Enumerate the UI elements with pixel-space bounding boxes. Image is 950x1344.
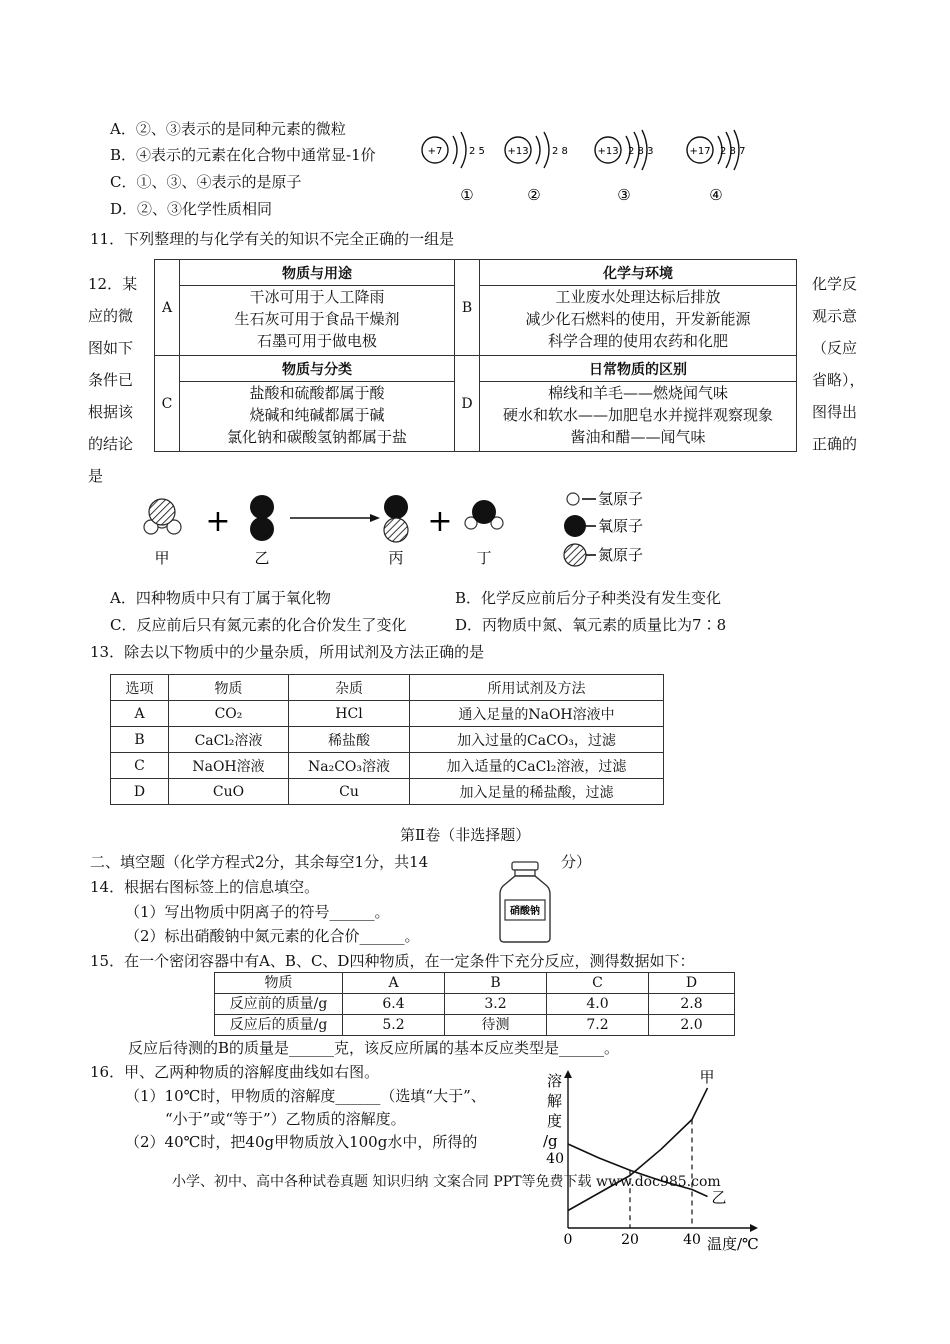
q11-cell-c: 物质与分类 盐酸和硫酸都属于酸 烧碱和纯碱都属于碱 氯化钠和碳酸氢钠都属于盐 xyxy=(180,356,455,452)
svg-text:甲: 甲 xyxy=(154,549,170,567)
hydrogen-atom-icon xyxy=(567,493,579,505)
table-row: C NaOH溶液 Na₂CO₃溶液 加入适量的CaCl₂溶液，过滤 xyxy=(111,753,664,779)
series-line-jia xyxy=(568,1088,708,1211)
solubility-chart xyxy=(535,1068,775,1253)
atom-legend xyxy=(564,490,643,566)
reagent-bottle-image xyxy=(495,860,555,944)
svg-text:氢原子: 氢原子 xyxy=(598,490,644,508)
q16-sub1a: （1）10℃时，甲物质的溶解度______（选填“大于”、 xyxy=(125,1087,486,1105)
q16-sub2: （2）40℃时，把40g甲物质放入100g水中，所得的 xyxy=(125,1133,478,1151)
x-tick-label: 40 xyxy=(683,1232,701,1248)
q11-letter-c: C xyxy=(155,356,180,452)
svg-text:+7: +7 xyxy=(427,146,443,157)
svg-text:氧原子: 氧原子 xyxy=(598,517,644,535)
table-row: 反应后的质量/g 5.2 待测 7.2 2.0 xyxy=(215,1015,735,1036)
q12-option-c: C．反应前后只有氮元素的化合价发生了变化 xyxy=(110,616,407,634)
section-title: 第Ⅱ卷（非选择题） xyxy=(400,826,531,844)
svg-text:乙: 乙 xyxy=(254,549,270,567)
svg-text:+13: +13 xyxy=(507,146,529,157)
atom-1 xyxy=(422,132,485,204)
q11-cell-d: 日常物质的区别 棉线和羊毛——燃烧闻气味 硬水和软水——加肥皂水并搅拌观察现象 酱油和醋——闻气味 xyxy=(480,356,797,452)
q16-stem: 16．甲、乙两种物质的溶解度曲线如右图。 xyxy=(90,1063,380,1081)
svg-text:溶: 溶 xyxy=(547,1072,563,1090)
q16-sub1b: “小于”或“等于”）乙物质的溶解度。 xyxy=(165,1110,406,1128)
q13-header-option: 选项 xyxy=(111,675,169,701)
molecule-ding xyxy=(465,500,503,567)
q11-letter-d: D xyxy=(455,356,480,452)
y-axis-label xyxy=(543,1072,562,1150)
svg-text:解: 解 xyxy=(547,1092,563,1110)
q11-cell-b: 化学与环境 工业废水处理达标后排放 减少化石燃料的使用，开发新能源 科学合理的使用农药和化肥 xyxy=(480,260,797,356)
svg-text:度: 度 xyxy=(547,1112,563,1130)
oxygen-atom-icon xyxy=(564,515,586,537)
q15-table: 物质 A B C D 反应前的质量/g 6.4 3.2 4.0 2.8 反应后的质量/g 5.2 待测 7.2 2.0 xyxy=(214,972,735,1036)
svg-text:2 5: 2 5 xyxy=(469,146,485,157)
q11-cell-a: 物质与用途 干冰可用于人工降雨 生石灰可用于食品干燥剂 石墨可用于做电极 xyxy=(180,260,455,356)
q12-option-b: B．化学反应前后分子种类没有发生变化 xyxy=(455,589,722,607)
q12-option-a: A．四种物质中只有丁属于氧化物 xyxy=(110,589,331,607)
table-row: 反应前的质量/g 6.4 3.2 4.0 2.8 xyxy=(215,994,735,1015)
svg-text:④: ④ xyxy=(709,186,723,204)
svg-text:+: + xyxy=(205,504,231,539)
q13-stem: 13．除去以下物质中的少量杂质，所用试剂及方法正确的是 xyxy=(90,643,485,661)
svg-text:/g: /g xyxy=(543,1132,558,1150)
x-tick-label: 0 xyxy=(563,1232,573,1248)
svg-text:2 8: 2 8 xyxy=(552,146,568,157)
svg-text:+: + xyxy=(427,504,453,539)
atom-structure-diagrams xyxy=(415,118,765,208)
q13-header-method: 所用试剂及方法 xyxy=(410,675,664,701)
section-heading-end: 分） xyxy=(561,853,592,871)
q11-letter-b: B xyxy=(455,260,480,356)
q14-sub2: （2）标出硝酸钠中氮元素的化合价______。 xyxy=(125,927,420,945)
q13-header-substance: 物质 xyxy=(169,675,289,701)
footer-ad-text: 小学、初中、高中各种试卷真题 知识归纳 文案合同 PPT等免费下载 www.doc985.com xyxy=(172,1174,721,1190)
table-row: B CaCl₂溶液 稀盐酸 加入过量的CaCO₃，过滤 xyxy=(111,727,664,753)
svg-text:丁: 丁 xyxy=(476,549,492,567)
svg-text:氮原子: 氮原子 xyxy=(598,546,644,564)
q11-knowledge-table xyxy=(154,259,797,452)
q14-stem: 14．根据右图标签上的信息填空。 xyxy=(90,878,320,896)
svg-text:+13: +13 xyxy=(597,146,619,157)
svg-text:③: ③ xyxy=(617,186,631,204)
table-row: A CO₂ HCl 通入足量的NaOH溶液中 xyxy=(111,701,664,727)
x-tick-label: 20 xyxy=(621,1232,639,1248)
q15-stem: 15．在一个密闭容器中有A、B、C、D四种物质，在一定条件下充分反应，测得数据如下： xyxy=(90,952,695,970)
q12-left-text: 12．某 应的微 图如下 条件已 根据该 的结论 是 xyxy=(88,275,138,485)
svg-text:2 8 3: 2 8 3 xyxy=(628,146,654,157)
q11-letter-a: A xyxy=(155,260,180,356)
section-heading: 二、填空题（化学方程式2分，其余每空1分，共14 xyxy=(90,853,429,871)
q10-option-d: D．②、③化学性质相同 xyxy=(110,200,273,218)
q14-sub1: （1）写出物质中阴离子的符号______。 xyxy=(125,903,390,921)
molecule-yi xyxy=(250,495,274,567)
q12-option-d: D．丙物质中氮、氧元素的质量比为7∶8 xyxy=(455,616,727,634)
series-label: 乙 xyxy=(711,1188,727,1207)
q13-header-impurity: 杂质 xyxy=(289,675,410,701)
svg-text:丙: 丙 xyxy=(388,549,404,567)
q12-right-text: 化学反 观示意 （反应 省略）， 图得出 正确的 xyxy=(812,275,865,453)
atom-2 xyxy=(505,132,568,204)
q15-after: 反应后待测的B的质量是______克，该反应所属的基本反应类型是______。 xyxy=(128,1039,620,1057)
q13-table xyxy=(110,674,664,805)
reaction-micro-diagram xyxy=(130,485,690,575)
q11-stem: 11．下列整理的与化学有关的知识不完全正确的一组是 xyxy=(90,230,455,248)
y-tick-label: 40 xyxy=(546,1151,564,1167)
nitrogen-atom-icon xyxy=(564,544,586,566)
atom-3 xyxy=(595,130,653,204)
svg-text:+17: +17 xyxy=(689,146,711,157)
q10-option-a: A．②、③表示的是同种元素的微粒 xyxy=(110,120,346,138)
x-axis-label: 温度/℃ xyxy=(707,1235,759,1253)
reaction-arrow xyxy=(290,514,380,522)
svg-text:2 8 7: 2 8 7 xyxy=(720,146,746,157)
q10-option-b: B．④表示的元素在化合物中通常显-1价 xyxy=(110,146,376,164)
atom-4 xyxy=(687,130,745,204)
chart-axes xyxy=(564,1070,758,1232)
svg-text:②: ② xyxy=(527,186,541,204)
molecule-jia xyxy=(144,499,181,567)
series-label: 甲 xyxy=(699,1068,715,1086)
table-row: D CuO Cu 加入足量的稀盐酸，过滤 xyxy=(111,779,664,805)
molecule-bing xyxy=(384,495,408,567)
svg-text:①: ① xyxy=(460,186,474,204)
svg-text:硝酸钠: 硝酸钠 xyxy=(510,906,540,917)
q10-option-c: C．①、③、④表示的是原子 xyxy=(110,173,302,191)
